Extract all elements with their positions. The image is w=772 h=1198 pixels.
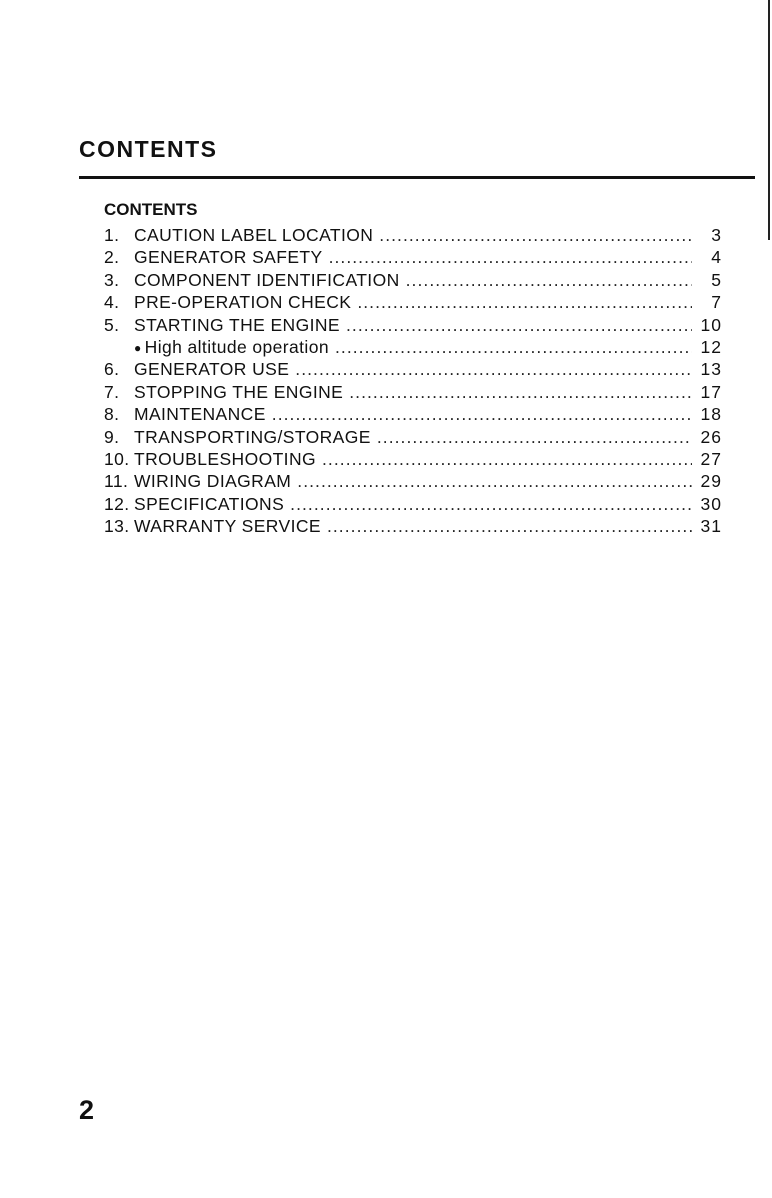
toc-entry-caution-label-location[interactable] — [88, 224, 722, 246]
toc-entry-number: 9. — [104, 426, 120, 447]
toc-entry-label: MAINTENANCE — [134, 404, 266, 425]
toc-entry-wiring-diagram[interactable] — [88, 470, 722, 492]
toc-entry-label: TRANSPORTING/STORAGE — [134, 426, 371, 447]
toc-entry-number: 6. — [104, 359, 120, 380]
toc-entry-page: 18 — [700, 404, 722, 425]
toc-entry-label: COMPONENT IDENTIFICATION — [134, 269, 400, 290]
toc-entry-page: 7 — [711, 292, 722, 313]
toc-entry-page: 31 — [700, 516, 722, 537]
toc-entry-label: WIRING DIAGRAM — [134, 471, 292, 492]
toc-entry-label: GENERATOR SAFETY — [134, 247, 323, 268]
toc-entry-page: 27 — [700, 448, 722, 469]
toc-dot-leader — [406, 269, 692, 291]
toc-dot-leader — [290, 493, 692, 515]
page-number: 2 — [79, 1095, 95, 1125]
toc-entry-page: 3 — [711, 225, 722, 245]
toc-entry-warranty-service[interactable] — [88, 515, 722, 537]
toc-entry-number: 5. — [104, 314, 120, 335]
toc-entry-number: 10. — [104, 448, 130, 469]
toc-entry-troubleshooting[interactable] — [88, 448, 722, 470]
toc-entry-number: 1. — [104, 225, 120, 245]
toc-entry-component-identification[interactable] — [88, 269, 722, 291]
toc-title: CONTENTS — [104, 200, 198, 219]
table-of-contents — [88, 198, 722, 537]
toc-entry-number: 4. — [104, 292, 120, 313]
toc-entry-label: PRE-OPERATION CHECK — [134, 292, 352, 313]
toc-entry-number: 2. — [104, 247, 120, 268]
toc-entry-number: 3. — [104, 269, 120, 290]
toc-entry-pre-operation-check[interactable] — [88, 291, 722, 313]
page-edge-line — [768, 0, 770, 240]
toc-entry-page: 4 — [711, 247, 722, 268]
toc-dot-leader — [297, 470, 692, 492]
toc-entry-number: 13. — [104, 516, 130, 537]
toc-entry-number: 8. — [104, 404, 120, 425]
toc-dot-leader — [335, 336, 692, 358]
toc-entry-page: 17 — [700, 381, 722, 402]
toc-entry-page: 12 — [700, 336, 722, 357]
toc-dot-leader — [346, 314, 692, 336]
toc-entry-page: 10 — [700, 314, 722, 335]
toc-entry-number: 12. — [104, 493, 130, 514]
toc-entry-maintenance[interactable] — [88, 403, 722, 425]
toc-entry-label: STOPPING THE ENGINE — [134, 381, 344, 402]
toc-entry-label: WARRANTY SERVICE — [134, 516, 321, 537]
toc-dot-leader — [379, 224, 692, 246]
toc-dot-leader — [322, 448, 692, 470]
toc-entry-stopping-the-engine[interactable] — [88, 381, 722, 403]
toc-entry-specifications[interactable] — [88, 493, 722, 515]
toc-entry-starting-the-engine[interactable] — [88, 314, 722, 336]
toc-entry-generator-safety[interactable] — [88, 246, 722, 268]
toc-dot-leader — [357, 291, 692, 313]
toc-entry-label: GENERATOR USE — [134, 359, 290, 380]
toc-entry-label: CAUTION LABEL LOCATION — [134, 225, 374, 245]
toc-entry-label: TROUBLESHOOTING — [134, 448, 316, 469]
toc-entry-page: 30 — [700, 493, 722, 514]
toc-entry-page: 13 — [700, 359, 722, 380]
toc-entry-transporting-storage[interactable] — [88, 426, 722, 448]
toc-entry-number — [88, 336, 134, 358]
heading-rule — [79, 176, 755, 179]
toc-dot-leader — [377, 426, 692, 448]
toc-entry-number: 7. — [104, 381, 120, 402]
toc-dot-leader — [272, 403, 692, 425]
toc-entry-page: 29 — [700, 471, 722, 492]
toc-dot-leader — [295, 358, 692, 380]
toc-entry-generator-use[interactable] — [88, 358, 722, 380]
toc-list — [88, 224, 722, 537]
toc-entry-number: 11. — [104, 471, 129, 492]
toc-entry-page: 26 — [700, 426, 722, 447]
toc-entry-label: STARTING THE ENGINE — [134, 314, 340, 335]
toc-entry-label: SPECIFICATIONS — [134, 493, 285, 514]
toc-dot-leader — [349, 381, 692, 403]
toc-subentry-high-altitude-operation[interactable] — [88, 336, 722, 358]
toc-entry-label: ● High altitude operation — [134, 336, 329, 360]
toc-dot-leader — [327, 515, 692, 537]
page-heading: CONTENTS — [79, 136, 218, 162]
toc-entry-page: 5 — [711, 269, 722, 290]
toc-dot-leader — [329, 246, 692, 268]
